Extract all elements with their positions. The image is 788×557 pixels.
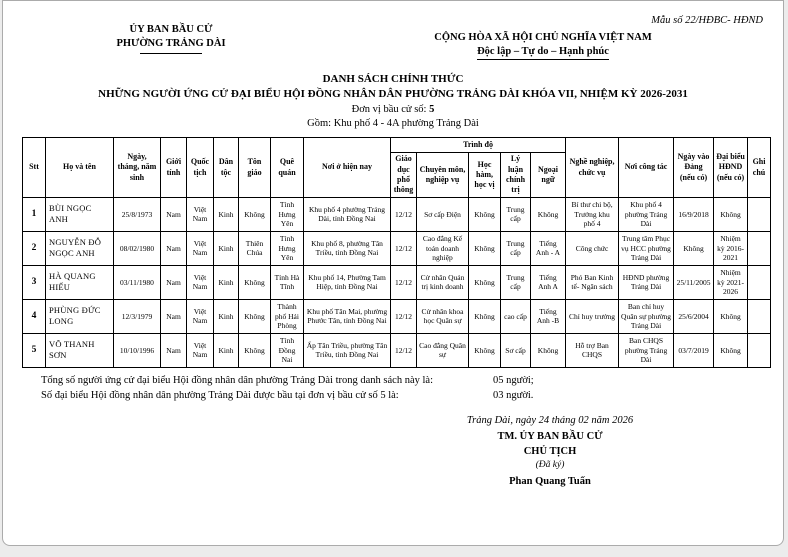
- table-cell: 10/10/1996: [114, 333, 161, 367]
- col-foreign-language: Ngoại ngữ: [531, 153, 566, 198]
- table-cell: Không: [469, 299, 501, 333]
- summary-line2-value: 03 người.: [493, 390, 534, 402]
- table-cell: Ấp Tân Triều, phường Tân Triều, tỉnh Đồng Nai: [304, 333, 391, 367]
- table-cell: Nhiệm kỳ 2021-2026: [714, 265, 748, 299]
- table-cell: 12/12: [391, 231, 417, 265]
- table-cell: Kinh: [214, 231, 239, 265]
- table-cell: Khu phố 8, phường Tân Triều, tỉnh Đồng Nai: [304, 231, 391, 265]
- table-cell: 25/11/2005: [674, 265, 714, 299]
- table-body: [23, 197, 771, 367]
- header-row-group: [23, 138, 771, 153]
- col-dob: Ngày, tháng, năm sinh: [114, 138, 161, 198]
- signature-title: CHỦ TỊCH: [523, 445, 577, 457]
- table-cell: Không: [239, 333, 271, 367]
- table-cell: Việt Nam: [187, 299, 214, 333]
- table-cell: 12/12: [391, 197, 417, 231]
- unit-scope-line: Gồm: Khu phố 4 - 4A phường Trảng Dài: [307, 118, 479, 130]
- table-cell: Sơ cấp Điện: [417, 197, 469, 231]
- table-cell: 12/12: [391, 265, 417, 299]
- table-cell: Không: [531, 333, 566, 367]
- table-cell: NGUYỄN ĐỖ NGỌC ANH: [46, 231, 114, 265]
- table-cell: Việt Nam: [187, 197, 214, 231]
- col-academic: Học hàm, học vị: [469, 153, 501, 198]
- table-cell: Việt Nam: [187, 333, 214, 367]
- summary-block: [41, 373, 765, 403]
- table-cell: Thành phố Hải Phòng: [271, 299, 304, 333]
- table-cell: 12/3/1979: [114, 299, 161, 333]
- col-party-date: Ngày vào Đảng (nếu có): [674, 138, 714, 198]
- table-cell: Trung tâm Phục vụ HCC phường Trảng Dài: [619, 231, 674, 265]
- title-line1: DANH SÁCH CHÍNH THỨC: [322, 73, 464, 86]
- col-name: Họ và tên: [46, 138, 114, 198]
- title-line2: NHỮNG NGƯỜI ỨNG CỬ ĐẠI BIỂU HỘI ĐỒNG NHÂN DÂN PHƯỜNG TRẢNG DÀI KHÓA VII, NHIỆM KỲ 2026-2031: [98, 88, 688, 101]
- table-cell: cao cấp: [501, 299, 531, 333]
- table-cell: Không: [239, 265, 271, 299]
- table-row: [23, 265, 771, 299]
- table-cell: Khu phố 14, Phường Tam Hiệp, tỉnh Đồng Nai: [304, 265, 391, 299]
- table-cell: Cử nhân khoa học Quân sự: [417, 299, 469, 333]
- table-cell: Không: [531, 197, 566, 231]
- table-cell: Ban chỉ huy Quân sự phường Trảng Dài: [619, 299, 674, 333]
- table-cell: Không: [714, 197, 748, 231]
- signature-place-date: Trảng Dài, ngày 24 tháng 02 năm 2026: [466, 415, 634, 427]
- document-title-block: [21, 72, 765, 131]
- table-cell: BÙI NGỌC ANH: [46, 197, 114, 231]
- table-cell: Nam: [161, 333, 187, 367]
- signature-signed-note: (Đã ký): [535, 459, 565, 470]
- issuer-line1: ỦY BAN BẦU CỬ: [129, 24, 213, 35]
- table-cell: [748, 299, 771, 333]
- table-cell: 16/9/2018: [674, 197, 714, 231]
- table-cell: Tỉnh Hưng Yên: [271, 197, 304, 231]
- col-workplace: Nơi công tác: [619, 138, 674, 198]
- table-cell: [748, 333, 771, 367]
- table-cell: Kinh: [214, 299, 239, 333]
- table-cell: 12/12: [391, 299, 417, 333]
- col-general-education: Giáo dục phổ thông: [391, 153, 417, 198]
- col-ethnicity: Dân tộc: [214, 138, 239, 198]
- signature-block: [385, 413, 715, 489]
- election-unit-line: [21, 103, 765, 117]
- table-cell: Cử nhân Quản trị kinh doanh: [417, 265, 469, 299]
- table-cell: Trung cấp: [501, 265, 531, 299]
- table-cell: Không: [239, 197, 271, 231]
- table-cell: Tỉnh Hưng Yên: [271, 231, 304, 265]
- table-cell: Bí thư chi bộ, Trưởng khu phố 4: [566, 197, 619, 231]
- table-cell: Cao đẳng Quân sự: [417, 333, 469, 367]
- table-cell: Tỉnh Hà Tĩnh: [271, 265, 304, 299]
- col-residence: Nơi ở hiện nay: [304, 138, 391, 198]
- candidates-table: [22, 137, 771, 368]
- table-cell: Không: [674, 231, 714, 265]
- summary-line1-label: Tổng số người ứng cử đại biểu Hội đồng nhân dân phường Trảng Dài trong danh sách này là:: [41, 374, 433, 386]
- issuing-authority: [21, 23, 321, 60]
- col-nationality: Quốc tịch: [187, 138, 214, 198]
- unit-value: 5: [429, 103, 435, 115]
- table-cell: PHÙNG ĐỨC LONG: [46, 299, 114, 333]
- table-cell: 3: [23, 265, 46, 299]
- col-education-group: Trình độ: [391, 138, 566, 153]
- table-cell: 25/8/1973: [114, 197, 161, 231]
- table-cell: 1: [23, 197, 46, 231]
- table-cell: [748, 231, 771, 265]
- signature-signer-name: Phan Quang Tuấn: [509, 475, 591, 487]
- summary-line1-value: 05 người;: [493, 374, 534, 386]
- table-cell: Nam: [161, 299, 187, 333]
- col-political-theory: Lý luận chính trị: [501, 153, 531, 198]
- table-cell: Sơ cấp: [501, 333, 531, 367]
- summary-line2-label: Số đại biểu Hội đồng nhân dân phường Trảng Dài được bầu tại đơn vị bầu cử số 5 là:: [41, 390, 399, 402]
- table-cell: [748, 197, 771, 231]
- col-occupation: Nghề nghiệp, chức vụ: [566, 138, 619, 198]
- table-cell: 4: [23, 299, 46, 333]
- table-row: [23, 231, 771, 265]
- issuer-line2: PHƯỜNG TRẢNG DÀI: [116, 37, 226, 49]
- table-cell: Không: [469, 197, 501, 231]
- table-cell: 03/7/2019: [674, 333, 714, 367]
- col-gender: Giới tính: [161, 138, 187, 198]
- table-cell: Chỉ huy trưởng: [566, 299, 619, 333]
- summary-line-elected: [41, 388, 765, 403]
- col-hometown: Quê quán: [271, 138, 304, 198]
- table-cell: Không: [714, 333, 748, 367]
- document-header: [21, 23, 765, 60]
- table-header: [23, 138, 771, 198]
- table-cell: VÕ THANH SƠN: [46, 333, 114, 367]
- table-cell: Nam: [161, 231, 187, 265]
- table-cell: Trung cấp: [501, 231, 531, 265]
- table-cell: Khu phố Tân Mai, phường Phước Tân, tỉnh Đồng Nai: [304, 299, 391, 333]
- table-cell: Nhiệm kỳ 2016-2021: [714, 231, 748, 265]
- table-cell: Tỉnh Đồng Nai: [271, 333, 304, 367]
- col-professional: Chuyên môn, nghiệp vụ: [417, 153, 469, 198]
- table-cell: Khu phố 4 phường Trảng Dài: [619, 197, 674, 231]
- document-page: [2, 0, 784, 546]
- table-cell: [748, 265, 771, 299]
- table-cell: 2: [23, 231, 46, 265]
- form-number: Mẫu số 22/HĐBC- HĐND: [651, 15, 763, 26]
- col-council-member: Đại biểu HĐND (nếu có): [714, 138, 748, 198]
- table-cell: Nam: [161, 265, 187, 299]
- table-cell: Kinh: [214, 197, 239, 231]
- table-cell: Kinh: [214, 265, 239, 299]
- table-row: [23, 299, 771, 333]
- issuer-underline: [140, 53, 202, 54]
- table-cell: Ban CHQS phường Trảng Dài: [619, 333, 674, 367]
- table-cell: Không: [714, 299, 748, 333]
- col-stt: Stt: [23, 138, 46, 198]
- table-cell: Nam: [161, 197, 187, 231]
- table-cell: Khu phố 4 phường Trảng Dài, tỉnh Đồng Nai: [304, 197, 391, 231]
- table-cell: Cao đẳng Kế toán doanh nghiệp: [417, 231, 469, 265]
- table-cell: Không: [469, 265, 501, 299]
- national-motto: [321, 23, 765, 60]
- table-cell: Trung cấp: [501, 197, 531, 231]
- motto-line2: Độc lập – Tự do – Hạnh phúc: [477, 45, 609, 61]
- table-cell: Không: [469, 333, 501, 367]
- table-cell: Không: [239, 299, 271, 333]
- table-cell: Việt Nam: [187, 265, 214, 299]
- table-cell: Tiếng Anh A: [531, 265, 566, 299]
- table-row: [23, 197, 771, 231]
- table-cell: Thiên Chúa: [239, 231, 271, 265]
- table-cell: HĐND phường Trảng Dài: [619, 265, 674, 299]
- summary-line-total: [41, 373, 765, 388]
- motto-line1: CỘNG HÒA XÃ HỘI CHỦ NGHĨA VIỆT NAM: [434, 32, 652, 43]
- table-cell: 12/12: [391, 333, 417, 367]
- table-cell: 25/6/2004: [674, 299, 714, 333]
- table-cell: 03/11/1980: [114, 265, 161, 299]
- unit-label: Đơn vị bầu cử số:: [351, 103, 427, 115]
- table-cell: Công chức: [566, 231, 619, 265]
- table-cell: HÀ QUANG HIẾU: [46, 265, 114, 299]
- col-notes: Ghi chú: [748, 138, 771, 198]
- table-cell: Phó Ban Kinh tế- Ngân sách: [566, 265, 619, 299]
- table-row: [23, 333, 771, 367]
- table-cell: Việt Nam: [187, 231, 214, 265]
- table-cell: Hỗ trợ Ban CHQS: [566, 333, 619, 367]
- table-cell: Không: [469, 231, 501, 265]
- table-cell: 08/02/1980: [114, 231, 161, 265]
- signature-on-behalf: TM. ỦY BAN BẦU CỬ: [497, 430, 603, 442]
- col-religion: Tôn giáo: [239, 138, 271, 198]
- table-cell: Kinh: [214, 333, 239, 367]
- table-cell: Tiếng Anh - A: [531, 231, 566, 265]
- table-cell: Tiếng Anh -B: [531, 299, 566, 333]
- table-cell: 5: [23, 333, 46, 367]
